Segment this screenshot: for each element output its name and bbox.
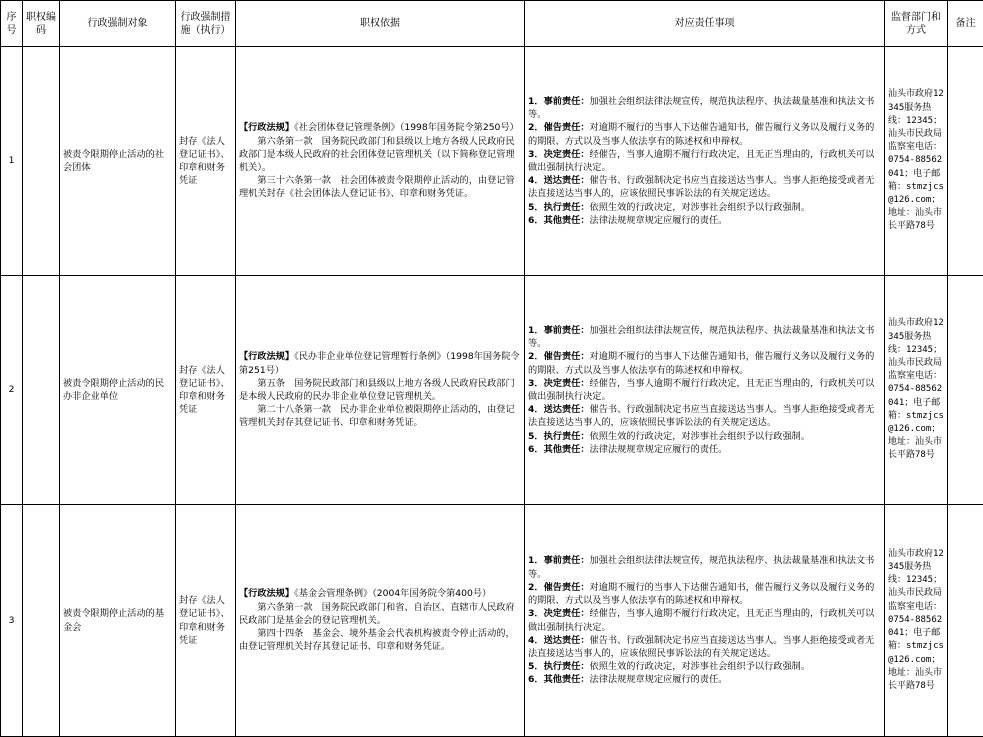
duty-item [528, 403, 881, 429]
cell-remark [948, 47, 983, 276]
duty-item [528, 554, 881, 580]
duty-item [528, 634, 881, 660]
header-measure: 行政强制措施（执行） [176, 1, 236, 47]
cell-supervision: 汕头市政府12345服务热线：12345；汕头市民政局监察室电话：0754-88562041；电子邮箱：stmzjcs@126.com；地址：汕头市长平路78号 [885, 276, 948, 505]
cell-code [23, 276, 60, 505]
duty-text: 对逾期不履行的当事人下达催告通知书，催告履行义务以及履行义务的的期限、方式以及当事人依法享有的陈述权和申辩权。 [528, 581, 875, 607]
duty-label: 1．事前责任： [528, 324, 590, 336]
header-basis: 职权依据 [236, 1, 525, 47]
cell-object: 被责令限期停止活动的民办非企业单位 [60, 276, 176, 505]
basis-paragraph: 第六条第一款 国务院民政部门和省、自治区、直辖市人民政府民政部门是基金会的登记管理机关。 [239, 601, 515, 626]
basis-intro: 《社会团体登记管理条例》（1998年国务院令第250号） [294, 122, 519, 134]
table-row [1, 47, 983, 276]
duty-label: 6．其他责任： [528, 674, 590, 686]
duty-item [528, 121, 881, 147]
duty-text: 经催告，当事人逾期不履行行政决定，且无正当理由的，行政机关可以做出强制执行决定。 [528, 608, 875, 633]
basis-title: 【行政法规】 [239, 122, 295, 134]
duty-text: 法律法规规章规定应履行的责任。 [589, 443, 728, 455]
duty-item [528, 430, 881, 443]
table-row [1, 505, 983, 737]
duty-text: 经催告，当事人逾期不履行行政决定，且无正当理由的，行政机关可以做出强制执行决定。 [528, 148, 875, 173]
cell-measure: 封存《法人登记证书》、印章和财务凭证 [176, 276, 236, 505]
duty-text: 依照生效的行政决定，对涉事社会组织予以行政强制。 [589, 201, 811, 213]
duty-text: 加强社会组织法律法规宣传，规范执法程序、执法裁量基准和执法文书等。 [528, 95, 875, 121]
basis-paragraph: 第三十六条第一款 社会团体被责令限期停止活动的，由登记管理机关封存《社会团体法人登记证书》、印章和财务凭证。 [239, 175, 515, 200]
duty-item [528, 201, 881, 214]
header-code: 职权编码 [23, 1, 60, 47]
cell-supervision: 汕头市政府12345服务热线：12345；汕头市民政局监察室电话：0754-88562041；电子邮箱：stmzjcs@126.com；地址：汕头市长平路78号 [885, 47, 948, 276]
header-seq: 序号 [1, 1, 23, 47]
duty-label: 1．事前责任： [528, 95, 590, 107]
cell-measure: 封存《法人登记证书》、印章和财务凭证 [176, 47, 236, 276]
duty-label: 4．送达责任： [528, 404, 590, 416]
table-row [1, 276, 983, 505]
duty-label: 2．催告责任： [528, 122, 590, 134]
duty-item [528, 443, 881, 456]
duty-text: 经催告，当事人逾期不履行行政决定，且无正当理由的，行政机关可以做出强制执行决定。 [528, 377, 875, 402]
duty-item [528, 95, 881, 121]
duty-item [528, 660, 881, 673]
duty-label: 5．执行责任： [528, 430, 590, 442]
cell-seq: 2 [1, 276, 23, 505]
cell-remark [948, 276, 983, 505]
basis-heading [239, 121, 521, 134]
duty-label: 3．决定责任： [528, 377, 590, 389]
cell-seq: 3 [1, 505, 23, 737]
basis-title: 【行政法规】 [239, 588, 295, 600]
cell-object: 被责令限期停止活动的社会团体 [60, 47, 176, 276]
duty-item [528, 350, 881, 376]
cell-remark [948, 505, 983, 737]
duty-text: 加强社会组织法律法规宣传，规范执法程序、执法裁量基准和执法文书等。 [528, 324, 875, 350]
cell-measure: 封存《法人登记证书》、印章和财务凭证 [176, 505, 236, 737]
cell-seq: 1 [1, 47, 23, 276]
duty-label: 5．执行责任： [528, 661, 590, 673]
cell-basis [236, 505, 525, 737]
duty-item [528, 148, 881, 174]
duty-label: 3．决定责任： [528, 608, 590, 620]
duty-label: 3．决定责任： [528, 148, 590, 160]
cell-duty [525, 505, 885, 737]
duty-text: 催告书、行政强制决定书应当直接送达当事人。当事人拒绝接受或者无法直接送达当事人的，应该依照民事诉讼法的有关规定送达。 [528, 404, 875, 429]
cell-basis [236, 47, 525, 276]
duty-label: 4．送达责任： [528, 634, 590, 646]
basis-heading [239, 587, 521, 600]
duty-text: 依照生效的行政决定，对涉事社会组织予以行政强制。 [589, 661, 811, 673]
duty-item [528, 324, 881, 350]
cell-supervision: 汕头市政府12345服务热线：12345；汕头市民政局监察室电话：0754-88562041；电子邮箱：stmzjcs@126.com；地址：汕头市长平路78号 [885, 505, 948, 737]
header-remark: 备注 [948, 1, 983, 47]
duty-text: 法律法规规章规定应履行的责任。 [589, 674, 728, 686]
cell-code [23, 505, 60, 737]
cell-object: 被责令限期停止活动的基金会 [60, 505, 176, 737]
basis-paragraph: 第六条第一款 国务院民政部门和县级以上地方各级人民政府民政部门是本级人民政府的社会团体登记管理机关（以下简称登记管理机关）。 [239, 135, 515, 173]
header-row [1, 1, 983, 47]
header-duty: 对应责任事项 [525, 1, 885, 47]
duty-text: 依照生效的行政决定，对涉事社会组织予以行政强制。 [589, 430, 811, 442]
cell-code [23, 47, 60, 276]
duty-text: 催告书、行政强制决定书应当直接送达当事人。当事人拒绝接受或者无法直接送达当事人的，应该依照民事诉讼法的有关规定送达。 [528, 175, 875, 200]
duty-label: 6．其他责任： [528, 443, 590, 455]
duty-text: 对逾期不履行的当事人下达催告通知书，催告履行义务以及履行义务的的期限、方式以及当事人依法享有的陈述权和申辩权。 [528, 351, 875, 376]
basis-title: 【行政法规】 [239, 351, 295, 363]
duty-item [528, 214, 881, 227]
duty-label: 2．催告责任： [528, 351, 590, 363]
duty-item [528, 607, 881, 633]
duty-item [528, 673, 881, 686]
basis-heading [239, 350, 521, 376]
basis-paragraph: 第二十八条第一款 民办非企业单位被限期停止活动的，由登记管理机关封存其登记证书、印章和财务凭证。 [239, 404, 515, 429]
duty-text: 加强社会组织法律法规宣传，规范执法程序、执法裁量基准和执法文书等。 [528, 555, 875, 580]
cell-basis [236, 276, 525, 505]
basis-paragraph: 第五条 国务院民政部门和县级以上地方各级人民政府民政部门是本级人民政府的民办非企业单位登记管理机关。 [239, 377, 515, 402]
duty-label: 6．其他责任： [528, 214, 590, 226]
duty-text: 催告书、行政强制决定书应当直接送达当事人。当事人拒绝接受或者无法直接送达当事人的，应该依照民事诉讼法的有关规定送达。 [528, 634, 875, 659]
duty-label: 1．事前责任： [528, 555, 590, 567]
duty-item [528, 174, 881, 200]
cell-duty [525, 47, 885, 276]
duty-text: 对逾期不履行的当事人下达催告通知书，催告履行义务以及履行义务的的期限、方式以及当事人依法享有的陈述权和申辩权。 [528, 122, 875, 147]
duty-label: 2．催告责任： [528, 581, 590, 593]
basis-paragraph: 第四十四条 基金会、境外基金会代表机构被责令停止活动的，由登记管理机关封存其登记证书、印章和财务凭证。 [239, 628, 515, 653]
duty-text: 法律法规规章规定应履行的责任。 [589, 214, 728, 226]
duty-item [528, 377, 881, 403]
header-object: 行政强制对象 [60, 1, 176, 47]
duty-item [528, 581, 881, 607]
header-supervision: 监督部门和方式 [885, 1, 948, 47]
duty-label: 4．送达责任： [528, 175, 590, 187]
basis-intro: 《民办非企业单位登记管理暂行条例》（1998年国务院令第251号） [239, 351, 520, 376]
duty-label: 5．执行责任： [528, 201, 590, 213]
basis-intro: 《基金会管理条例》（2004年国务院令第400号） [294, 588, 492, 600]
cell-duty [525, 276, 885, 505]
